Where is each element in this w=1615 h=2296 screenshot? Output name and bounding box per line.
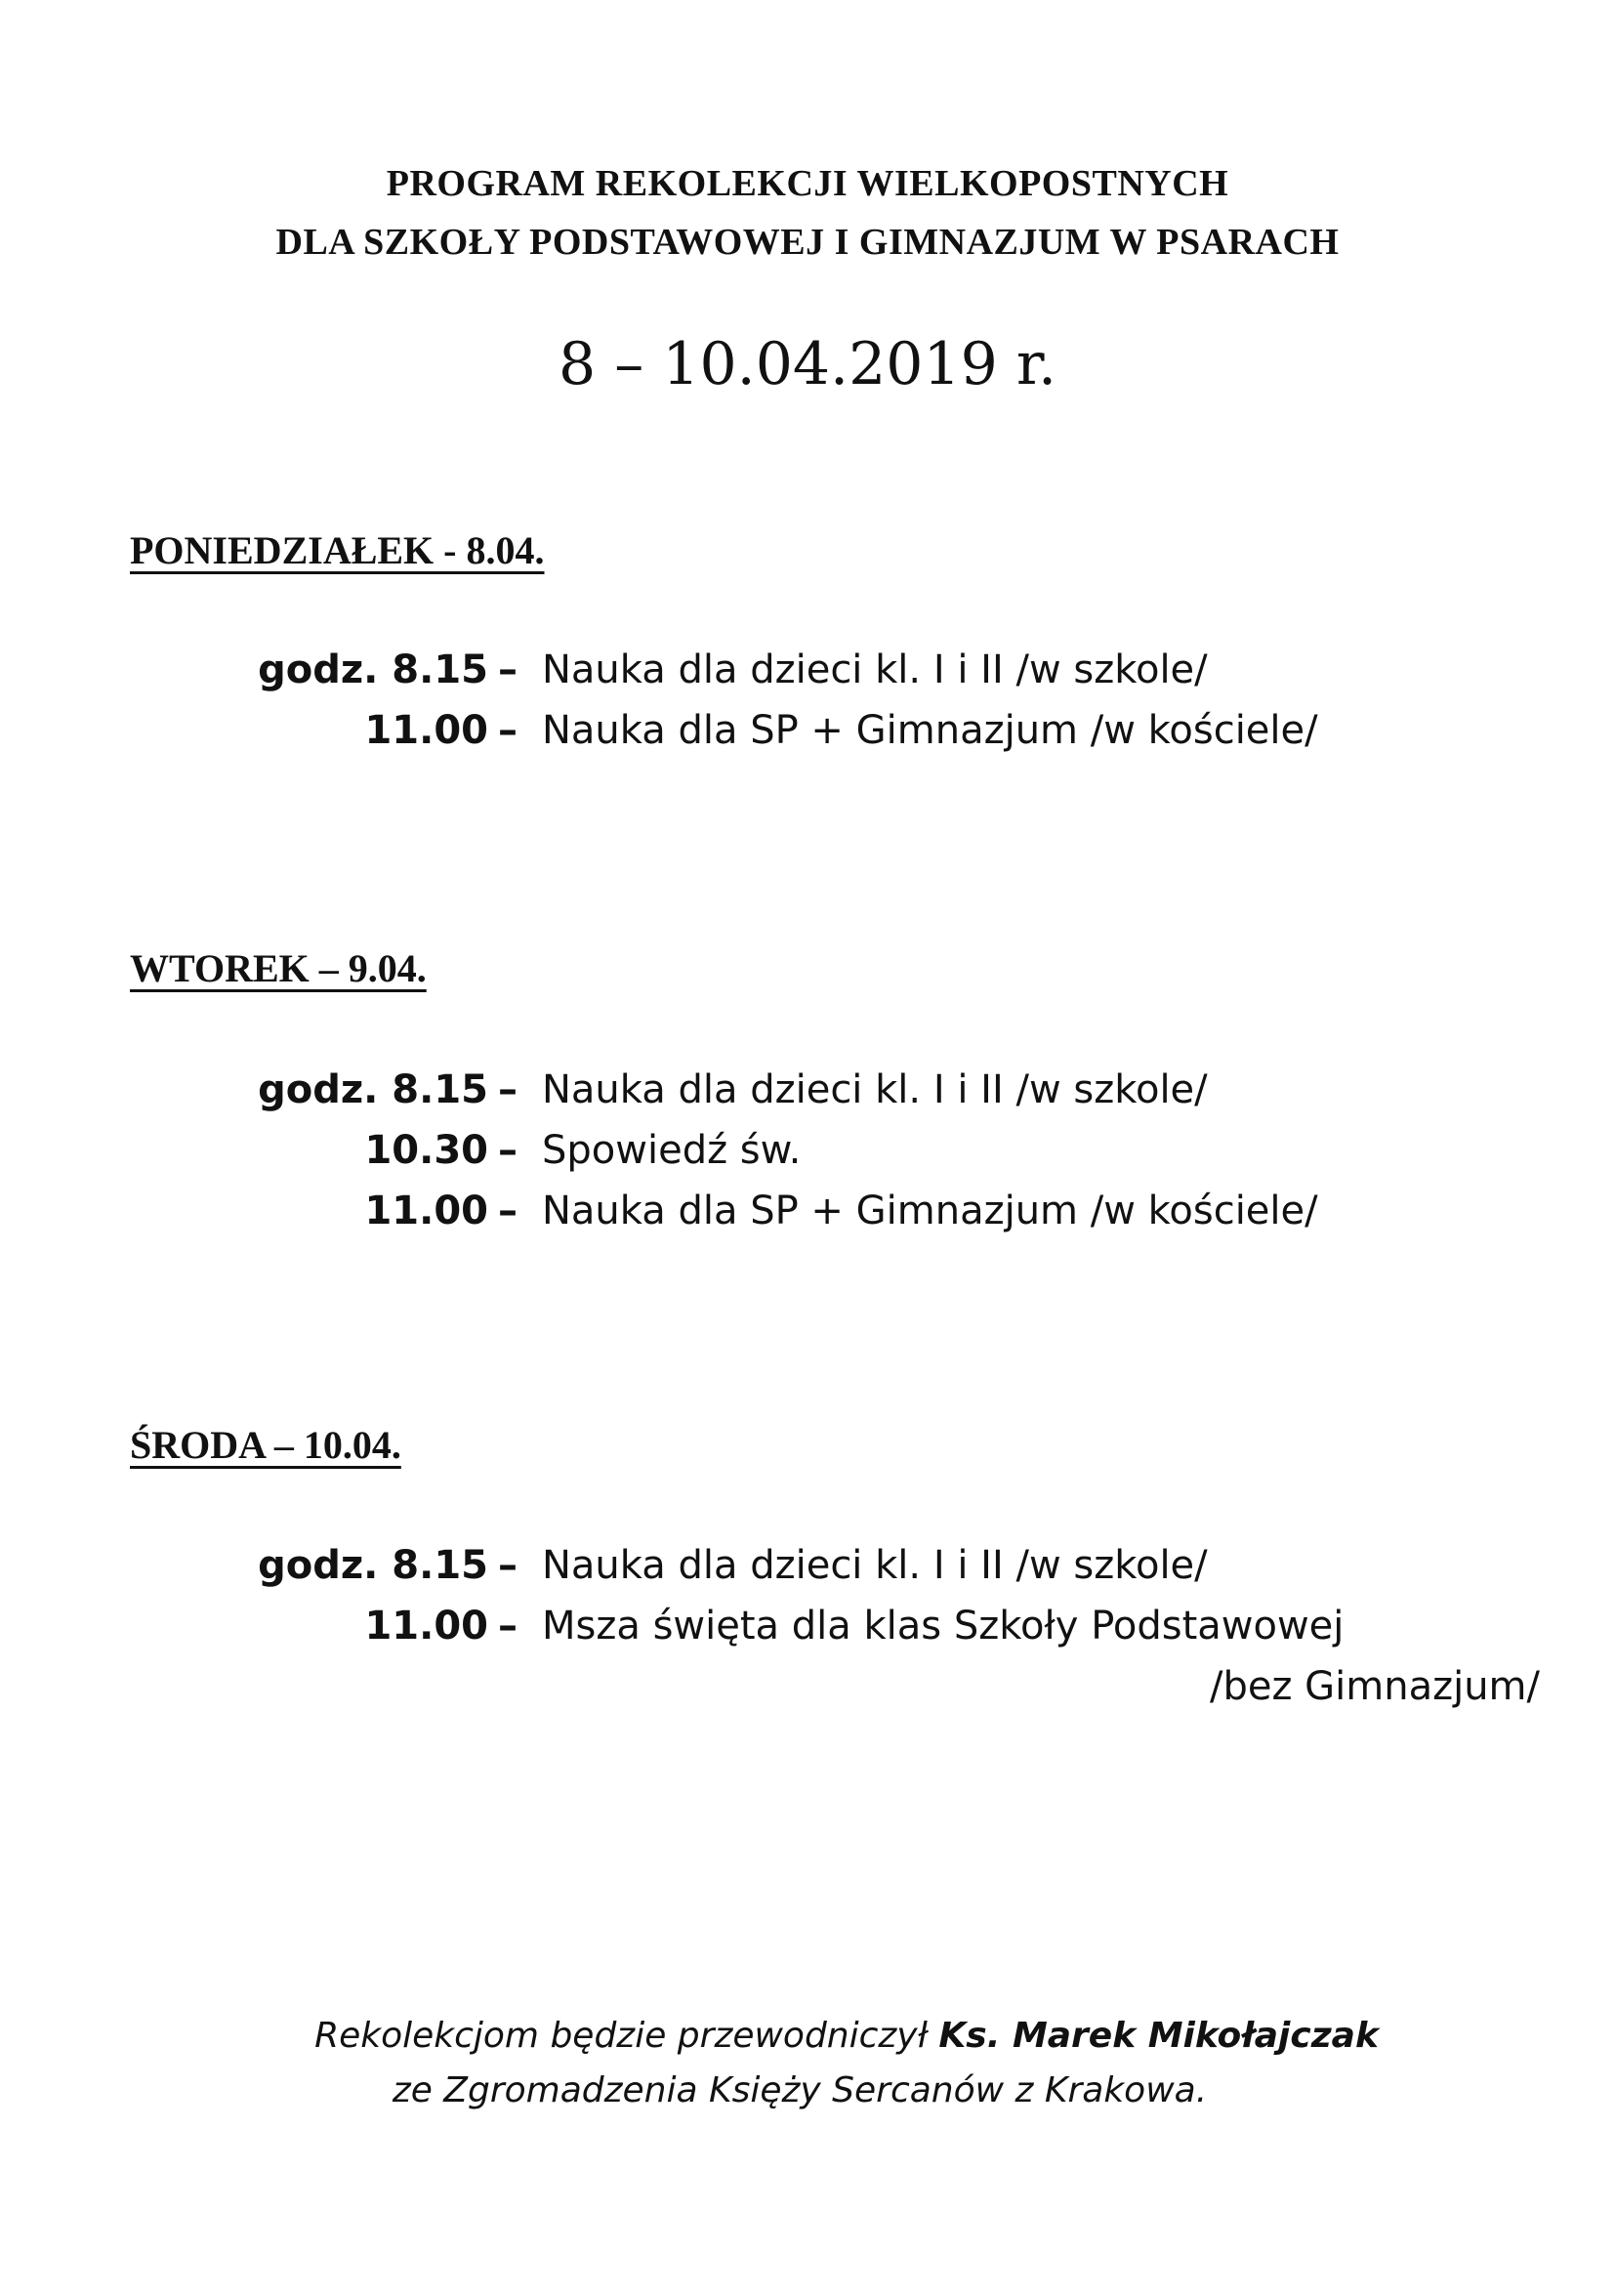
entry-description: Nauka dla dzieci kl. I i II /w szkole/ [542, 1067, 1208, 1112]
entry-description: Msza święta dla klas Szkoły Podstawowej [542, 1604, 1345, 1649]
day-heading-monday: PONIEDZIAŁEK - 8.04. [130, 528, 545, 572]
entry-dash: – [498, 708, 518, 753]
entry-dash: – [498, 647, 518, 692]
entry-description: Nauka dla SP + Gimnazjum /w kościele/ [542, 708, 1318, 753]
time-prefix: godz. [258, 647, 393, 692]
entry-continuation: /bez Gimnazjum/ [1209, 1664, 1540, 1709]
entry-time: 11.00 [364, 708, 488, 753]
entry-dash: – [498, 1543, 518, 1588]
document-title-line-1: PROGRAM REKOLEKCJI WIELKOPOSTNYCH [386, 163, 1229, 204]
entry-time: 8.15 [392, 1067, 488, 1112]
footer-prefix: Rekolekcjom będzie przewodniczył [314, 2016, 939, 2056]
day-heading-wednesday: ŚRODA – 10.04. [130, 1423, 401, 1467]
entry-time: 11.00 [364, 1189, 488, 1233]
entry-time: 11.00 [364, 1604, 488, 1649]
entry-dash: – [498, 1067, 518, 1112]
entry-description: Nauka dla dzieci kl. I i II /w szkole/ [542, 647, 1208, 692]
entry-time: 8.15 [392, 647, 488, 692]
entry-dash: – [498, 1604, 518, 1649]
entry-time: 8.15 [392, 1543, 488, 1588]
time-prefix: godz. [258, 1067, 393, 1112]
document-title-line-2: DLA SZKOŁY PODSTAWOWEJ I GIMNAZJUM W PSARACH [275, 222, 1340, 263]
footer-priest-name: Ks. Marek Mikołajczak [938, 2016, 1379, 2056]
entry-description: Nauka dla dzieci kl. I i II /w szkole/ [542, 1543, 1208, 1588]
date-range: 8 – 10.04.2019 r. [558, 330, 1057, 398]
footer-line-2: ze Zgromadzenia Księży Sercanów z Krakowa. [392, 2070, 1208, 2110]
time-prefix: godz. [258, 1543, 393, 1588]
entry-dash: – [498, 1128, 518, 1173]
entry-dash: – [498, 1189, 518, 1233]
entry-description: Nauka dla SP + Gimnazjum /w kościele/ [542, 1189, 1318, 1233]
entry-time: 10.30 [364, 1128, 488, 1173]
day-heading-tuesday: WTOREK – 9.04. [130, 946, 427, 990]
footer-line-1 [39, 2016, 1615, 2056]
entry-description: Spowiedź św. [542, 1128, 802, 1173]
